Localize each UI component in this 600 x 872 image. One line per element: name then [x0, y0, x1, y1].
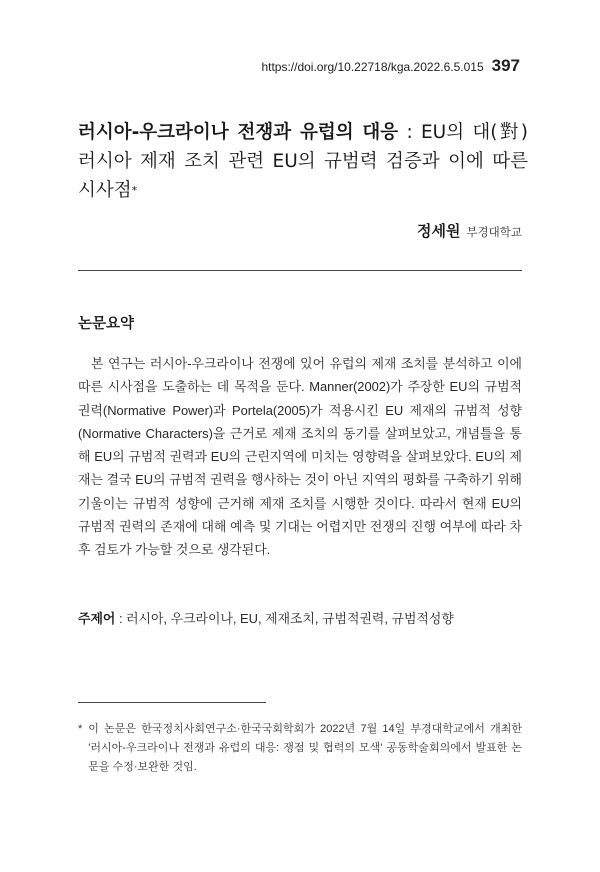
header-divider: [78, 270, 522, 271]
footnote-divider: [78, 702, 266, 703]
doi-link[interactable]: https://doi.org/10.22718/kga.2022.6.5.015: [261, 60, 484, 74]
footnote: [78, 720, 522, 777]
keywords-separator: :: [115, 611, 127, 626]
author-name: 정세원: [416, 222, 461, 240]
keywords-list: 러시아, 우크라이나, EU, 제재조치, 규범적권력, 규범적성향: [126, 611, 454, 626]
author-affiliation: 부경대학교: [466, 225, 522, 239]
page-header: [261, 56, 520, 76]
title-regular-part: : EU의 대(對) 러시아 제재 조치 관련 EU의 규범력 검증과 이에 따른 시사점: [78, 122, 528, 201]
abstract-heading: 논문요약: [78, 316, 135, 332]
keywords-label: 주제어: [78, 611, 116, 626]
keywords-line: [78, 608, 522, 627]
footnote-text: 이 논문은 한국정치사회연구소·한국국회학회가 2022년 7월 14일 부경대학교에서 개최한 '러시아-우크라이나 전쟁과 유럽의 대응: 쟁점 및 협력의 모색' 공동학술회의에서 발표한 논문을 수정·보완한 것임.: [88, 723, 522, 773]
page-number: 397: [491, 56, 520, 75]
abstract-body: 본 연구는 러시아-우크라이나 전쟁에 있어 유럽의 제재 조치를 분석하고 이에 따른 시사점을 도출하는 데 목적을 둔다. Manner(2002)가 주장한 EU의 규범적 권력(Normative Power)과 Portela(2005)가 적용시킨 EU 제재의 규범적 성향(Normative Characters)을 근거로 제재 조치의 동기를 살펴보았고, 개념틀을 통해 EU의 규범적 권력과 EU의 근린지역에 미치는 영향력을 살펴보았다. EU의 제재는 결국 EU의 규범적 권력을 행사하는 것이 아닌 지역의 평화를 구축하기 위해 기울이는 규범적 성향에 근거해 제재 조치를 시행한 것이다. 따라서 현재 EU의 규범적 권력의 존재에 대해 예측 및 기대는 어렵지만 전쟁의 진행 여부에 따라 차후 검토가 가능할 것으로 생각된다.: [78, 356, 522, 558]
paper-title: [78, 118, 528, 205]
title-bold-part: 러시아-우크라이나 전쟁과 유럽의 대응: [78, 122, 399, 143]
title-footnote-marker[interactable]: *: [131, 184, 138, 197]
footnote-marker: *: [78, 723, 83, 735]
author-block: [417, 220, 522, 241]
